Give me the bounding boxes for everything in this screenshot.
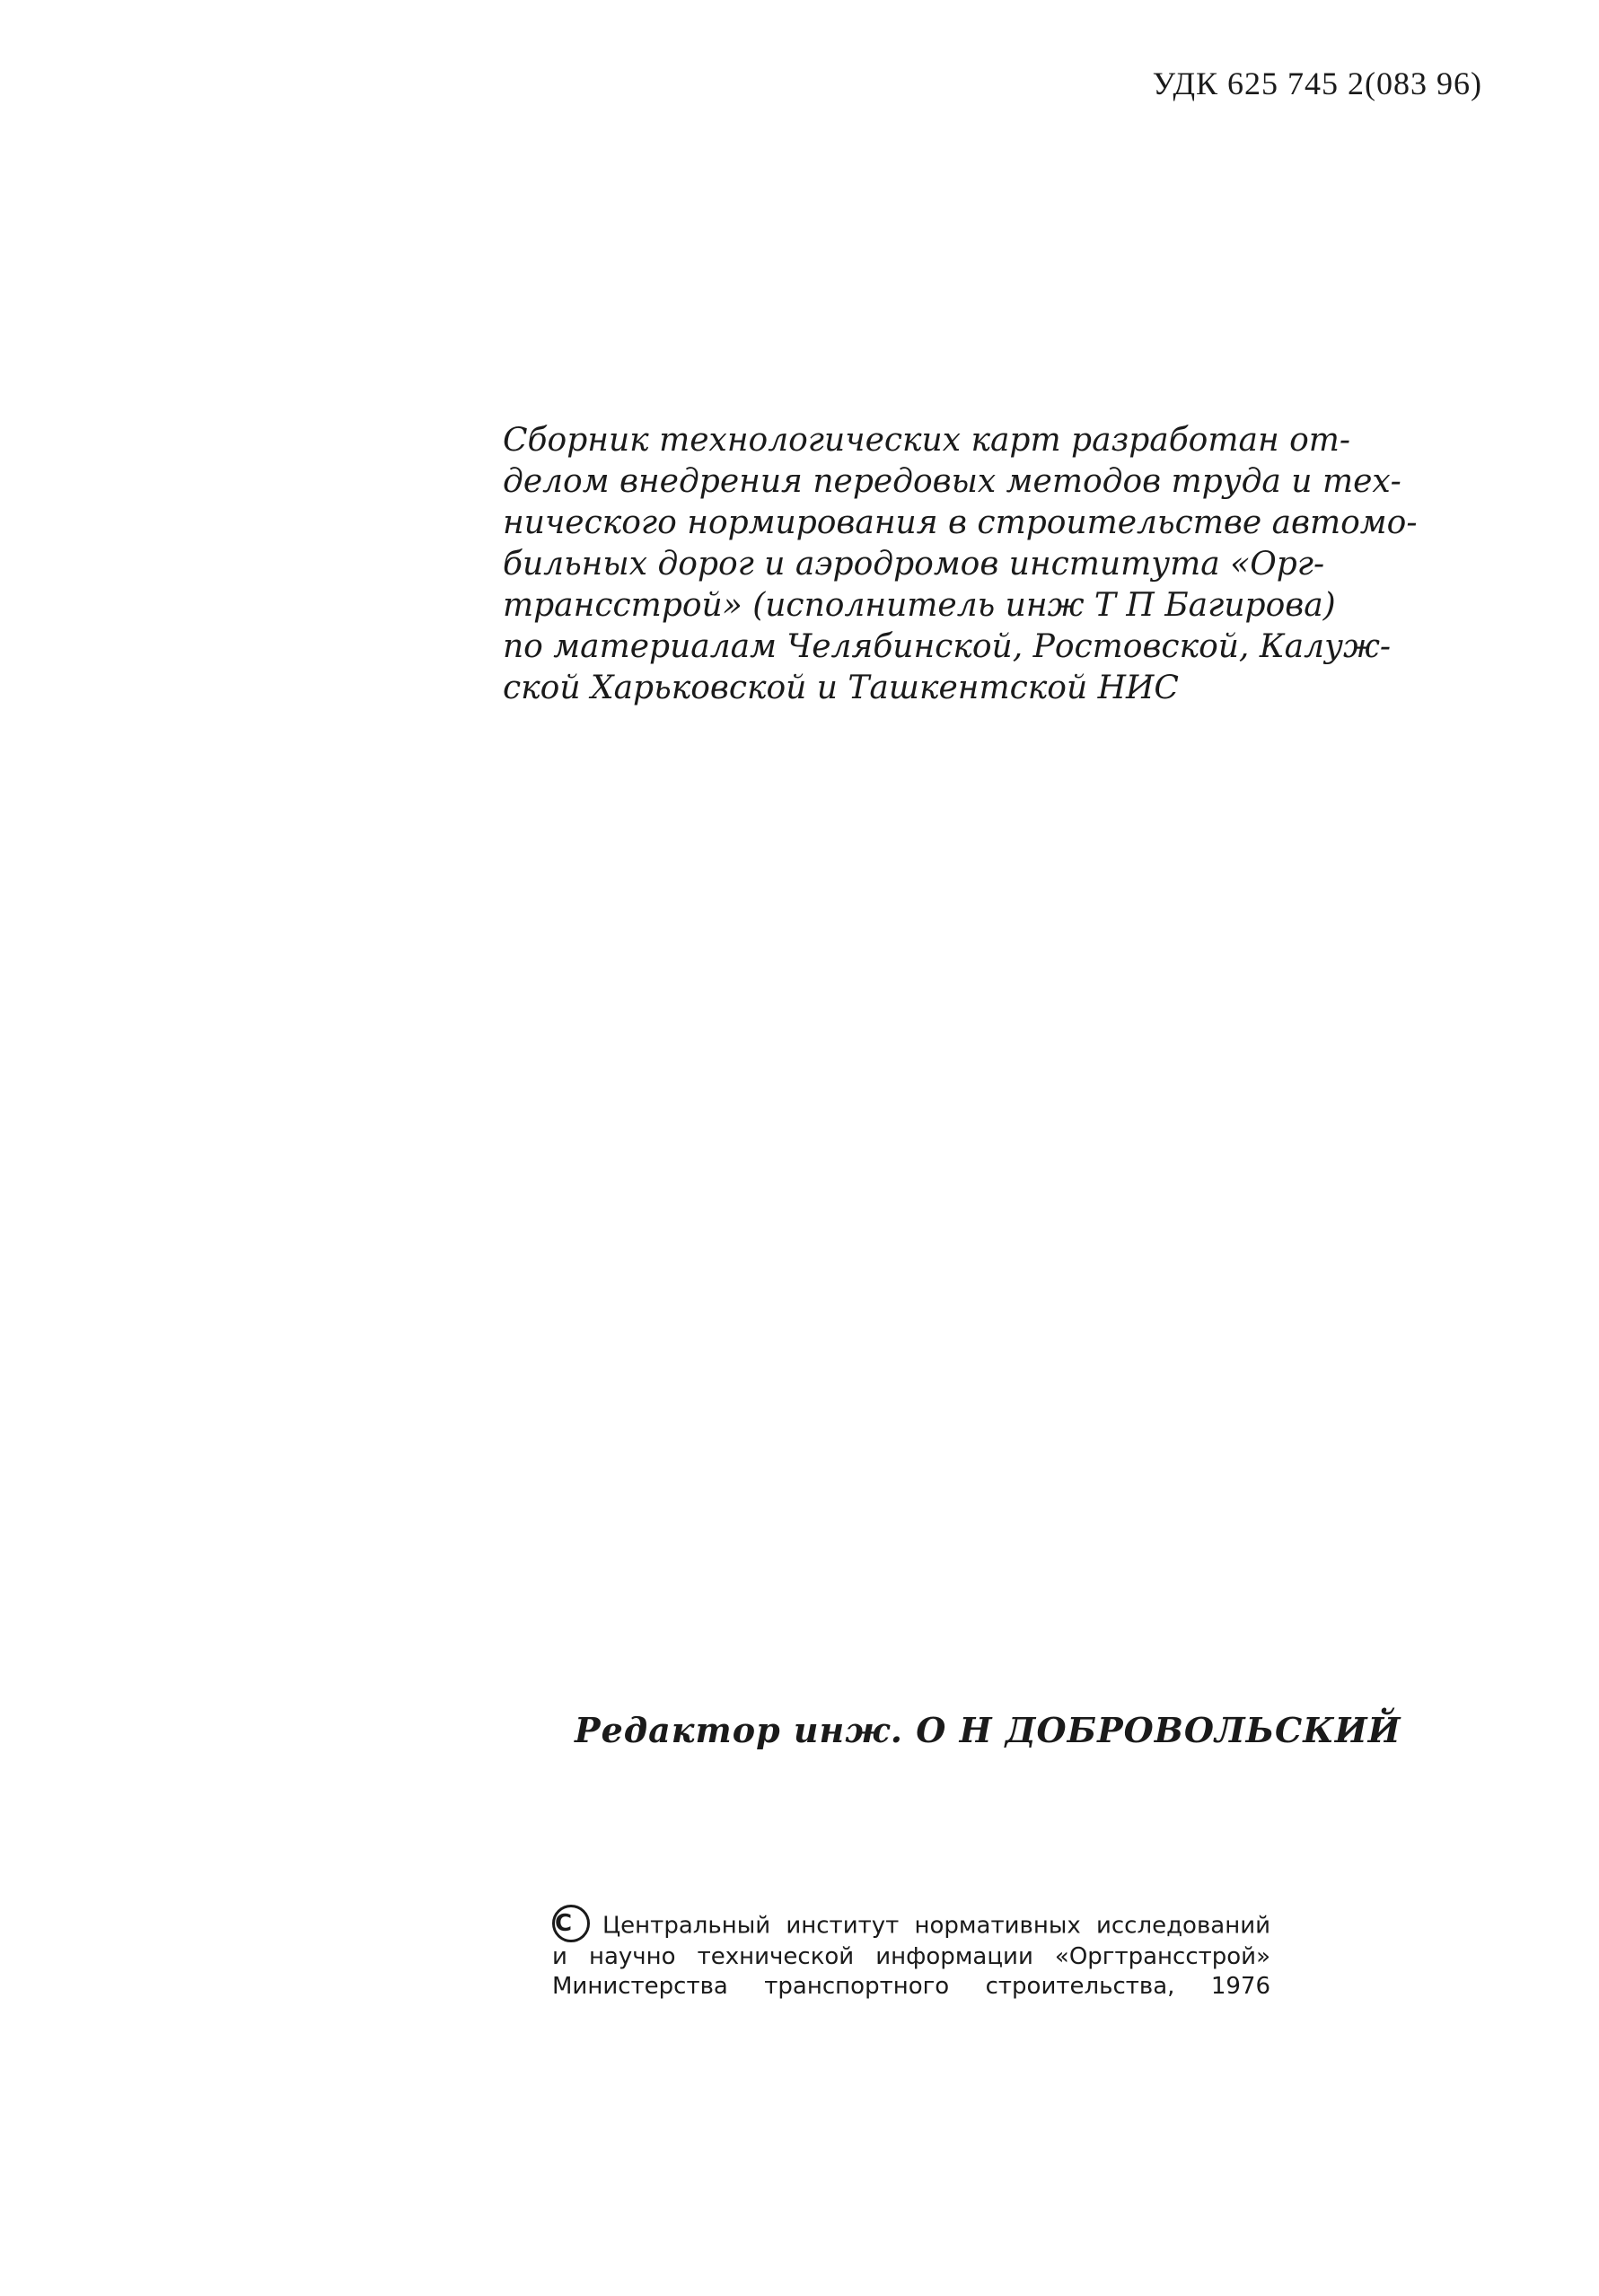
abstract-line: делом внедрения передовых методов труда и тех-: [503, 463, 1401, 500]
copyright-line: Министерства транспортного строительства, 1976: [552, 1973, 1270, 2000]
copyright-line: [552, 1910, 1270, 1942]
abstract-line: нического нормирования в строительстве автомо-: [503, 504, 1418, 541]
copyright-icon: C: [552, 1905, 590, 1942]
abstract-line: по материалам Челябинской, Ростовской, Калуж-: [503, 628, 1392, 665]
copyright-notice: [552, 1910, 1270, 2002]
abstract-paragraph: [503, 420, 1418, 709]
copyright-line: и научно технической информации «Оргтрансстрой»: [552, 1943, 1270, 1970]
udc-code: УДК 625 745 2(083 96): [1152, 66, 1482, 101]
editor-credit: Редактор инж. О Н ДОБРОВОЛЬСКИЙ: [575, 1710, 1401, 1750]
abstract-line: ской Харьковской и Ташкентской НИС: [503, 670, 1179, 706]
copyright-line-text: Центральный институт нормативных исследований: [602, 1912, 1270, 1940]
abstract-line: Сборник технологических карт разработан от-: [503, 422, 1351, 459]
abstract-line: трансстрой» (исполнитель инж Т П Багирова): [503, 587, 1336, 624]
abstract-line: бильных дорог и аэродромов института «Орг-: [503, 546, 1325, 583]
